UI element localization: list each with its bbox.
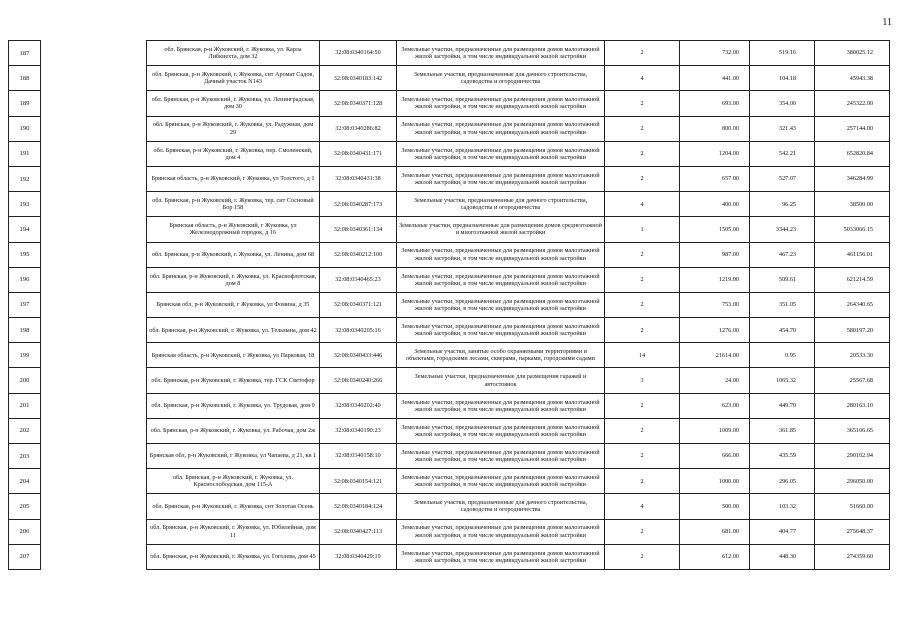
group-number-cell: 2 — [605, 544, 680, 569]
table-row — [147, 166, 890, 191]
row-number-cell: 188 — [9, 66, 41, 91]
unit-value-cell: 454.70 — [750, 318, 815, 343]
address-cell: Брянская область, р-н Жуковский, г Жуковка, ул Парковая, 18 — [147, 343, 320, 368]
row-number-row — [9, 267, 41, 292]
area-cell: 400.00 — [680, 192, 750, 217]
address-cell: обл. Брянская, р-н Жуковский, г. Жуковка, ул. Трудовая, дом 9 — [147, 393, 320, 418]
group-number-cell: 2 — [605, 469, 680, 494]
cadastral-number-cell: 32:08:0340240:266 — [320, 368, 397, 393]
cadastral-value-cell: 621214.59 — [815, 267, 890, 292]
area-cell: 441.00 — [680, 66, 750, 91]
area-cell: 681.00 — [680, 519, 750, 544]
group-number-cell: 2 — [605, 292, 680, 317]
row-number-row — [9, 318, 41, 343]
unit-value-cell: 519.16 — [750, 41, 815, 66]
cadastral-value-cell: 296050.00 — [815, 469, 890, 494]
area-cell: 500.00 — [680, 494, 750, 519]
address-cell: обл. Брянская, р-н Жуковский, г. Жуковка, ул. Тельмана, дом 42 — [147, 318, 320, 343]
cadastral-number-cell: 32:08:0340371:121 — [320, 292, 397, 317]
group-number-cell: 2 — [605, 318, 680, 343]
row-number-cell: 191 — [9, 141, 41, 166]
group-number-cell: 1 — [605, 217, 680, 242]
row-number-row — [9, 494, 41, 519]
cadastral-value-cell: 25567.68 — [815, 368, 890, 393]
land-use-cell: Земельные участки, предназначенные для размещения домов малоэтажной жилой застройки, в том числе индивидуальной жилой застройки — [397, 267, 605, 292]
group-number-cell: 4 — [605, 494, 680, 519]
land-use-cell: Земельные участки, предназначенные для размещения домов малоэтажной жилой застройки, в том числе индивидуальной жилой застройки — [397, 418, 605, 443]
row-number-cell: 195 — [9, 242, 41, 267]
land-use-cell: Земельные участки, предназначенные для размещения домов малоэтажной жилой застройки, в том числе индивидуальной жилой застройки — [397, 444, 605, 469]
row-number-row — [9, 368, 41, 393]
group-number-cell: 2 — [605, 141, 680, 166]
row-number-cell: 198 — [9, 318, 41, 343]
area-cell: 1505.00 — [680, 217, 750, 242]
address-cell: обл. Брянская, р-н Жуковский, г. Жуковка, пер. Смоленский, дом 4 — [147, 141, 320, 166]
unit-value-cell: 509.61 — [750, 267, 815, 292]
group-number-cell: 3 — [605, 368, 680, 393]
area-cell: 623.00 — [680, 393, 750, 418]
area-cell: 732.00 — [680, 41, 750, 66]
address-cell: обл. Брянская, р-н Жуковский, г. Жуковка, ул. Гоголева, дом 45 — [147, 544, 320, 569]
unit-value-cell: 351.05 — [750, 292, 815, 317]
cadastral-number-cell: 32:08:0340286:82 — [320, 116, 397, 141]
area-cell: 1000.00 — [680, 469, 750, 494]
cadastral-value-cell: 380025.12 — [815, 41, 890, 66]
land-use-cell: Земельные участки, предназначенные для размещения домов малоэтажной жилой застройки, в том числе индивидуальной жилой застройки — [397, 91, 605, 116]
group-number-cell: 2 — [605, 242, 680, 267]
unit-value-cell: 96.25 — [750, 192, 815, 217]
land-use-cell: Земельные участки, предназначенные для размещения домов малоэтажной жилой застройки, в том числе индивидуальной жилой застройки — [397, 544, 605, 569]
unit-value-cell: 104.18 — [750, 66, 815, 91]
table-row — [147, 343, 890, 368]
cadastral-number-cell: 32:08:0340202:40 — [320, 393, 397, 418]
row-number-body — [9, 41, 41, 570]
row-number-cell: 207 — [9, 544, 41, 569]
area-cell: 987.00 — [680, 242, 750, 267]
address-cell: Брянская область, р-н Жуковский, г Жуковка, ул Толстого, д 1 — [147, 166, 320, 191]
row-number-row — [9, 519, 41, 544]
unit-value-cell: 542.21 — [750, 141, 815, 166]
row-number-row — [9, 192, 41, 217]
table-row — [147, 318, 890, 343]
row-number-row — [9, 544, 41, 569]
cadastral-number-cell: 32:08:0340164:50 — [320, 41, 397, 66]
address-cell: обл. Брянская, р-н Жуковский, г. Жуковка, тер. снт Сосновый Бор 158 — [147, 192, 320, 217]
unit-value-cell: 404.77 — [750, 519, 815, 544]
cadastral-value-cell: 257144.00 — [815, 116, 890, 141]
row-number-row — [9, 393, 41, 418]
row-number-row — [9, 242, 41, 267]
area-cell: 1219.00 — [680, 267, 750, 292]
cadastral-number-cell: 32:08:0340158:10 — [320, 444, 397, 469]
area-cell: 21614.00 — [680, 343, 750, 368]
land-use-cell: Земельные участки, предназначенные для дачного строительства, садоводства и огородничества — [397, 192, 605, 217]
table-row — [147, 368, 890, 393]
address-cell: обл. Брянская, р-н Жуковский, г. Жуковка, ул. Юбилейная, дом 11 — [147, 519, 320, 544]
cadastral-value-cell: 461156.01 — [815, 242, 890, 267]
group-number-cell: 2 — [605, 393, 680, 418]
land-plots-body — [147, 41, 890, 570]
unit-value-cell: 354.00 — [750, 91, 815, 116]
area-cell: 612.00 — [680, 544, 750, 569]
land-use-cell: Земельные участки, занятые особо охраняемыми территориями и объектами, городскими лесами, скверами, парками, городскими садами — [397, 343, 605, 368]
address-cell: обл. Брянская, р-н Жуковский, г. Жуковка, снт Аромат Садов, Дачный участок N143 — [147, 66, 320, 91]
table-row — [147, 444, 890, 469]
unit-value-cell: 3344.23 — [750, 217, 815, 242]
row-number-cell: 202 — [9, 418, 41, 443]
table-row — [147, 519, 890, 544]
cadastral-value-cell: 245322.00 — [815, 91, 890, 116]
cadastral-number-cell: 32:08:0340429:19 — [320, 544, 397, 569]
address-cell: обл. Брянская, р-н Жуковский, г. Жуковка, тер. ГСК Светофор — [147, 368, 320, 393]
unit-value-cell: 435.59 — [750, 444, 815, 469]
row-number-cell: 193 — [9, 192, 41, 217]
area-cell: 1276.00 — [680, 318, 750, 343]
cadastral-value-cell: 264340.65 — [815, 292, 890, 317]
cadastral-value-cell: 38500.00 — [815, 192, 890, 217]
land-use-cell: Земельные участки, предназначенные для размещения домов малоэтажной жилой застройки, в том числе индивидуальной жилой застройки — [397, 116, 605, 141]
address-cell: обл. Брянская, р-н Жуковский, г. Жуковка, ул. Ленина, дом 68 — [147, 242, 320, 267]
row-number-cell: 200 — [9, 368, 41, 393]
cadastral-number-cell: 32:08:0340431:171 — [320, 141, 397, 166]
land-use-cell: Земельные участки, предназначенные для размещения домов малоэтажной жилой застройки, в том числе индивидуальной жилой застройки — [397, 469, 605, 494]
address-cell: обл. Брянская, р-н Жуковский, г. Жуковка, ул. Радужная, дом 29 — [147, 116, 320, 141]
table-row — [147, 91, 890, 116]
group-number-cell: 2 — [605, 519, 680, 544]
area-cell: 800.00 — [680, 116, 750, 141]
cadastral-value-cell: 45943.38 — [815, 66, 890, 91]
address-cell: Брянская обл, р-н Жуковский, г Жуковка, ул Фомина, д 35 — [147, 292, 320, 317]
row-number-row — [9, 469, 41, 494]
unit-value-cell: 1065.32 — [750, 368, 815, 393]
area-cell: 693.00 — [680, 91, 750, 116]
cadastral-value-cell: 580197.20 — [815, 318, 890, 343]
row-number-cell: 204 — [9, 469, 41, 494]
row-number-cell: 192 — [9, 166, 41, 191]
row-number-cell: 194 — [9, 217, 41, 242]
land-use-cell: Земельные участки, предназначенные для размещения домов малоэтажной жилой застройки, в том числе индивидуальной жилой застройки — [397, 519, 605, 544]
table-row — [147, 66, 890, 91]
land-use-cell: Земельные участки, предназначенные для размещения домов малоэтажной жилой застройки, в том числе индивидуальной жилой застройки — [397, 166, 605, 191]
cadastral-number-cell: 32:08:0340183:142 — [320, 66, 397, 91]
table-row — [147, 393, 890, 418]
cadastral-number-cell: 32:08:0340212:100 — [320, 242, 397, 267]
unit-value-cell: 449.70 — [750, 393, 815, 418]
land-use-cell: Земельные участки, предназначенные для размещения гаражей и автостоянок — [397, 368, 605, 393]
table-row — [147, 469, 890, 494]
row-number-row — [9, 418, 41, 443]
page-number: 11 — [882, 17, 892, 28]
cadastral-number-cell: 32:08:0340205:16 — [320, 318, 397, 343]
row-number-cell: 189 — [9, 91, 41, 116]
cadastral-value-cell: 365106.65 — [815, 418, 890, 443]
group-number-cell: 4 — [605, 66, 680, 91]
group-number-cell: 2 — [605, 267, 680, 292]
cadastral-value-cell: 51660.00 — [815, 494, 890, 519]
row-number-row — [9, 343, 41, 368]
cadastral-number-cell: 32:08:0340427:113 — [320, 519, 397, 544]
unit-value-cell: 361.85 — [750, 418, 815, 443]
row-number-cell: 206 — [9, 519, 41, 544]
land-use-cell: Земельные участки, предназначенные для размещения домов малоэтажной жилой застройки, в том числе индивидуальной жилой застройки — [397, 393, 605, 418]
table-row — [147, 141, 890, 166]
unit-value-cell: 103.32 — [750, 494, 815, 519]
address-cell: Брянская обл, р-н Жуковский, г Жуковка, ул Чапаева, д 21, кв 1 — [147, 444, 320, 469]
row-number-table — [8, 40, 41, 570]
row-number-row — [9, 217, 41, 242]
land-use-cell: Земельные участки, предназначенные для размещения домов малоэтажной жилой застройки, в том числе индивидуальной жилой застройки — [397, 41, 605, 66]
land-plots-table — [146, 40, 890, 570]
cadastral-value-cell: 280163.10 — [815, 393, 890, 418]
unit-value-cell: 321.43 — [750, 116, 815, 141]
land-use-cell: Земельные участки, предназначенные для размещения домов малоэтажной жилой застройки, в том числе индивидуальной жилой застройки — [397, 141, 605, 166]
group-number-cell: 2 — [605, 41, 680, 66]
cadastral-number-cell: 32:08:0340361:134 — [320, 217, 397, 242]
land-use-cell: Земельные участки, предназначенные для размещения домов малоэтажной жилой застройки, в том числе индивидуальной жилой застройки — [397, 242, 605, 267]
cadastral-number-cell: 32:08:0340190:23 — [320, 418, 397, 443]
area-cell: 24.00 — [680, 368, 750, 393]
group-number-cell: 2 — [605, 418, 680, 443]
area-cell: 666.00 — [680, 444, 750, 469]
row-number-row — [9, 66, 41, 91]
address-cell: Брянская область, р-н Жуковский, г Жуковка, ул Железнодорожный городок, д 16 — [147, 217, 320, 242]
table-row — [147, 41, 890, 66]
land-use-cell: Земельные участки, предназначенные для дачного строительства, садоводства и огородничества — [397, 494, 605, 519]
row-number-cell: 190 — [9, 116, 41, 141]
table-row — [147, 267, 890, 292]
row-number-row — [9, 116, 41, 141]
row-number-cell: 199 — [9, 343, 41, 368]
address-cell: обл. Брянская, р-н Жуковский, г. Жуковка, ул. Краснофлотская, дом 8 — [147, 267, 320, 292]
cadastral-number-cell: 32:08:0340287:173 — [320, 192, 397, 217]
table-row — [147, 418, 890, 443]
address-cell: обл. Брянская, р-н Жуковский, г. Жуковка, ул. Ленинградская, дом 30 — [147, 91, 320, 116]
row-number-row — [9, 41, 41, 66]
table-row — [147, 116, 890, 141]
group-number-cell: 4 — [605, 192, 680, 217]
table-row — [147, 292, 890, 317]
cadastral-number-cell: 32:08:0340184:124 — [320, 494, 397, 519]
table-row — [147, 242, 890, 267]
row-number-row — [9, 444, 41, 469]
cadastral-value-cell: 275648.37 — [815, 519, 890, 544]
group-number-cell: 2 — [605, 166, 680, 191]
row-number-cell: 187 — [9, 41, 41, 66]
cadastral-number-cell: 32:08:0340433:446 — [320, 343, 397, 368]
cadastral-number-cell: 32:08:0340465:23 — [320, 267, 397, 292]
unit-value-cell: 527.07 — [750, 166, 815, 191]
cadastral-number-cell: 32:08:0340154:121 — [320, 469, 397, 494]
cadastral-value-cell: 274359.60 — [815, 544, 890, 569]
area-cell: 753.00 — [680, 292, 750, 317]
land-use-cell: Земельные участки, предназначенные для размещения домов среднеэтажной и многоэтажной жилой застройки — [397, 217, 605, 242]
land-use-cell: Земельные участки, предназначенные для размещения домов малоэтажной жилой застройки, в том числе индивидуальной жилой застройки — [397, 292, 605, 317]
unit-value-cell: 0.95 — [750, 343, 815, 368]
row-number-cell: 203 — [9, 444, 41, 469]
cadastral-number-cell: 32:08:0340431:38 — [320, 166, 397, 191]
address-cell: обл. Брянская, р-н Жуковский, г. Жуковка, снт Золотая Осень — [147, 494, 320, 519]
group-number-cell: 2 — [605, 444, 680, 469]
table-row — [147, 217, 890, 242]
unit-value-cell: 467.23 — [750, 242, 815, 267]
group-number-cell: 2 — [605, 91, 680, 116]
row-number-cell: 201 — [9, 393, 41, 418]
table-row — [147, 494, 890, 519]
area-cell: 1204.00 — [680, 141, 750, 166]
row-number-cell: 196 — [9, 267, 41, 292]
unit-value-cell: 296.05 — [750, 469, 815, 494]
cadastral-number-cell: 32:08:0340371:128 — [320, 91, 397, 116]
cadastral-value-cell: 290102.94 — [815, 444, 890, 469]
cadastral-value-cell: 346284.99 — [815, 166, 890, 191]
row-number-row — [9, 292, 41, 317]
table-row — [147, 544, 890, 569]
cadastral-value-cell: 652820.84 — [815, 141, 890, 166]
row-number-cell: 205 — [9, 494, 41, 519]
area-cell: 657.00 — [680, 166, 750, 191]
row-number-cell: 197 — [9, 292, 41, 317]
unit-value-cell: 448.30 — [750, 544, 815, 569]
row-number-row — [9, 141, 41, 166]
table-row — [147, 192, 890, 217]
row-number-row — [9, 166, 41, 191]
row-number-row — [9, 91, 41, 116]
address-cell: обл. Брянская, р-н Жуковский, г. Жуковка, ул. Карла Либкнехта, дом 32 — [147, 41, 320, 66]
land-use-cell: Земельные участки, предназначенные для дачного строительства, садоводства и огородничества — [397, 66, 605, 91]
group-number-cell: 2 — [605, 116, 680, 141]
land-use-cell: Земельные участки, предназначенные для размещения домов малоэтажной жилой застройки, в том числе индивидуальной жилой застройки — [397, 318, 605, 343]
group-number-cell: 14 — [605, 343, 680, 368]
address-cell: обл. Брянская, р-н Жуковский, г. Жуковка, ул. Рабочая, дом 2ж — [147, 418, 320, 443]
cadastral-value-cell: 5033066.15 — [815, 217, 890, 242]
address-cell: обл. Брянская, р-н Жуковский, г. Жуковка, ул. Краснослободская, дом 115-А — [147, 469, 320, 494]
cadastral-value-cell: 20533.30 — [815, 343, 890, 368]
area-cell: 1009.00 — [680, 418, 750, 443]
